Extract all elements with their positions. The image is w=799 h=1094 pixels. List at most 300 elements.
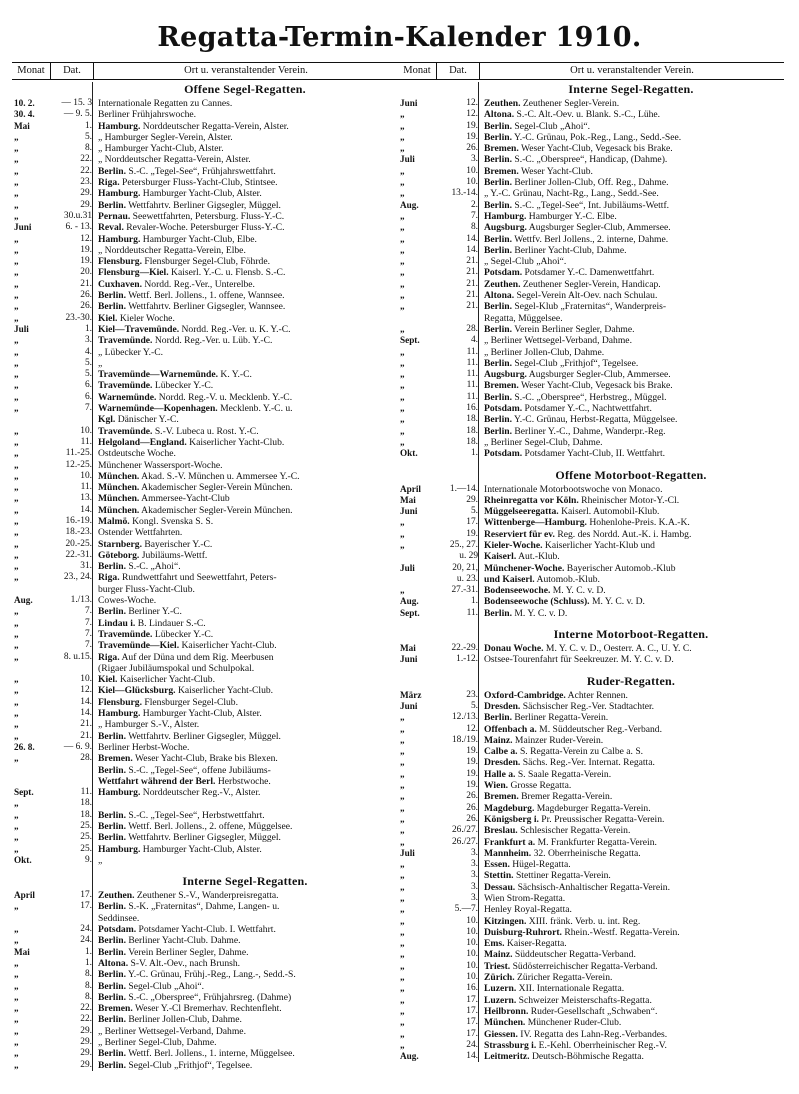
event-cell: Berlin. Wettf. Berl. Jollens., 1. offene, Wannsee. bbox=[98, 290, 285, 302]
event-cell: Berlin. Segel-Klub „Fraternitas“, Wanderpreis- bbox=[484, 301, 667, 313]
list-item bbox=[398, 540, 784, 551]
month-cell bbox=[398, 551, 432, 562]
month-cell: Juni bbox=[400, 506, 418, 517]
month-cell: „ bbox=[400, 414, 405, 425]
list-item bbox=[398, 495, 784, 506]
place-name: Warnemünde—Kopenhagen. bbox=[98, 403, 218, 415]
date-cell: 26. bbox=[80, 290, 92, 301]
place-name: München. bbox=[98, 470, 140, 482]
place-name: Berlin. bbox=[98, 199, 126, 211]
event-cell: Essen. Hügel-Regatta. bbox=[484, 859, 571, 871]
list-item bbox=[398, 143, 784, 154]
place-name: Kiel. bbox=[98, 674, 118, 686]
event-cell: Potsdam. Potsdamer Yacht-Club, II. Wettfahrt. bbox=[484, 448, 666, 460]
date-cell: 29. bbox=[80, 1048, 92, 1059]
list-item bbox=[398, 369, 784, 380]
month-cell: „ bbox=[400, 380, 405, 391]
list-item bbox=[12, 267, 398, 278]
month-cell: „ bbox=[400, 357, 405, 368]
month-cell: „ bbox=[400, 813, 405, 824]
list-item bbox=[398, 803, 784, 814]
header-dat: Dat. bbox=[436, 63, 480, 79]
event-cell: Kiel—Glücksburg. Kaiserlicher Yacht-Club. bbox=[98, 685, 274, 697]
date-cell: 24. bbox=[80, 924, 92, 935]
place-name: Kgl. bbox=[98, 414, 116, 426]
month-cell: „ bbox=[400, 290, 405, 301]
section-title: Interne Segel-Regatten. bbox=[182, 874, 308, 889]
place-name: Mannheim. bbox=[484, 847, 532, 859]
place-name: Berlin. bbox=[484, 233, 512, 245]
list-item bbox=[12, 1026, 398, 1037]
month-cell: „ bbox=[400, 926, 405, 937]
place-name: Rheinregatta vor Köln. bbox=[484, 494, 579, 506]
month-cell: 10. 2. bbox=[14, 98, 35, 108]
event-cell: „ Hamburger Yacht-Club, Alster. bbox=[98, 143, 224, 155]
month-cell: „ bbox=[400, 301, 405, 312]
month-cell: „ bbox=[400, 994, 405, 1005]
place-name: Flensburg. bbox=[98, 256, 142, 268]
event-cell: Bremen. Weser Yacht-Club, Brake bis Blexen. bbox=[98, 753, 278, 765]
date-cell: 29. bbox=[80, 199, 92, 210]
month-cell: „ bbox=[14, 1037, 19, 1048]
list-item bbox=[398, 690, 784, 701]
list-item bbox=[398, 712, 784, 723]
event-cell: Altona. S.-C. Alt.-Oev. u. Blank. S.-C., Lühe. bbox=[484, 109, 661, 121]
month-cell: „ bbox=[400, 391, 405, 402]
date-cell: 18. bbox=[80, 809, 92, 820]
event-cell: Berlin. Berliner Regatta-Verein. bbox=[484, 712, 609, 724]
event-cell: Berlin. Segel-Club „Frithjof“, Tegelsee. bbox=[98, 1059, 253, 1071]
date-cell: 26. bbox=[466, 802, 478, 813]
event-cell: „ Y.-C. Grünau, Nacht-Rg., Lang., Sedd.-See. bbox=[484, 188, 659, 200]
event-cell: Zeuthen. Zeuthener S.-V., Wanderpreisregatta. bbox=[98, 890, 279, 902]
event-cell: Müggelseeregatta. Kaiserl. Automobil-Klub. bbox=[484, 506, 660, 518]
event-cell: München. Akademischer Segler-Verein München. bbox=[98, 482, 293, 494]
list-item bbox=[12, 992, 398, 1003]
place-name: Leitmeritz. bbox=[484, 1051, 530, 1063]
date-cell: 21. bbox=[80, 719, 92, 730]
date-cell: 19. bbox=[466, 120, 478, 131]
month-cell: „ bbox=[14, 651, 19, 662]
event-cell: Mainz. Mainzer Ruder-Verein. bbox=[484, 734, 604, 746]
month-cell: „ bbox=[400, 120, 405, 131]
list-item bbox=[12, 924, 398, 935]
event-cell: München. Akad. S.-V. München u. Ammersee Y.-C. bbox=[98, 470, 300, 482]
event-cell: Wien. Grosse Regatta. bbox=[484, 780, 572, 792]
month-cell: „ bbox=[14, 753, 19, 764]
event-cell: Flensburg—Kiel. Kaiserl. Y.-C. u. Flensb. S.-C. bbox=[98, 267, 286, 279]
list-item bbox=[398, 870, 784, 881]
place-name: Berlin. bbox=[98, 730, 126, 742]
place-name: Berlin. bbox=[98, 1059, 126, 1071]
date-cell: 26. bbox=[80, 301, 92, 312]
list-item bbox=[398, 437, 784, 448]
date-cell: 25. bbox=[80, 843, 92, 854]
month-cell: „ bbox=[400, 960, 405, 971]
list-item bbox=[398, 256, 784, 267]
list-item bbox=[398, 313, 784, 324]
month-cell: „ bbox=[14, 1025, 19, 1036]
event-cell: Berlin. Berliner Yacht-Club, Dahme. bbox=[484, 244, 627, 256]
column-body bbox=[398, 82, 784, 1062]
month-cell: „ bbox=[400, 825, 405, 836]
list-item bbox=[12, 200, 398, 211]
date-cell: 1. bbox=[470, 596, 478, 607]
event-cell: Helgoland—England. Kaiserlicher Yacht-Club. bbox=[98, 436, 285, 448]
date-cell: 22. bbox=[80, 1003, 92, 1014]
date-cell: 24. bbox=[80, 935, 92, 946]
place-name: Berlin. bbox=[98, 290, 126, 302]
date-cell: 23., 24. bbox=[63, 572, 92, 583]
date-cell: 6. bbox=[84, 391, 92, 402]
place-name: Hamburg. bbox=[98, 233, 141, 245]
list-item bbox=[12, 234, 398, 245]
date-cell: 1. bbox=[84, 120, 92, 131]
list-item bbox=[398, 347, 784, 358]
event-cell: Internationale Regatten zu Cannes. bbox=[98, 98, 233, 109]
month-cell: „ bbox=[14, 980, 19, 991]
month-cell: „ bbox=[14, 674, 19, 685]
place-name: München. bbox=[98, 504, 140, 516]
event-cell: Hamburg. Hamburger Yacht-Club, Alster. bbox=[98, 708, 262, 720]
month-cell: „ bbox=[14, 131, 19, 142]
list-item bbox=[12, 369, 398, 380]
month-cell: Juni bbox=[14, 222, 32, 233]
place-name: Berlin. bbox=[98, 606, 126, 618]
month-cell: „ bbox=[400, 436, 405, 447]
date-cell: 11. bbox=[466, 346, 478, 357]
date-cell: 11. bbox=[466, 357, 478, 368]
event-cell: Bodenseewoche (Schluss). M. Y. C. v. D. bbox=[484, 596, 645, 608]
date-cell: 20. bbox=[80, 267, 92, 278]
date-cell: 3. bbox=[84, 335, 92, 346]
list-item bbox=[398, 746, 784, 757]
month-cell: Aug. bbox=[400, 1051, 419, 1062]
place-name: Hamburg. bbox=[98, 120, 141, 132]
date-cell: 21. bbox=[466, 301, 478, 312]
place-name: Müggelseeregatta. bbox=[484, 506, 559, 518]
month-cell: „ bbox=[400, 757, 405, 768]
list-item bbox=[12, 403, 398, 414]
list-item bbox=[12, 663, 398, 674]
month-cell: „ bbox=[400, 346, 405, 357]
date-cell: 12./13. bbox=[451, 712, 478, 723]
place-name: Berlin. bbox=[98, 935, 126, 947]
list-item bbox=[12, 890, 398, 901]
header-dat: Dat. bbox=[50, 63, 94, 79]
month-cell: „ bbox=[400, 425, 405, 436]
month-cell: „ bbox=[14, 719, 19, 730]
place-name: Heilbronn. bbox=[484, 1005, 529, 1017]
list-item bbox=[12, 527, 398, 538]
date-cell: 31. bbox=[80, 561, 92, 572]
event-cell: Ostender Wettfahrten. bbox=[98, 527, 183, 539]
month-cell: „ bbox=[14, 527, 19, 538]
place-name: Magdeburg. bbox=[484, 802, 535, 814]
list-item bbox=[398, 724, 784, 735]
event-cell: Dessau. Sächsisch-Anhaltischer Regatta-Verein. bbox=[484, 881, 670, 893]
list-item bbox=[398, 995, 784, 1006]
list-item bbox=[12, 674, 398, 685]
list-item bbox=[12, 640, 398, 651]
place-name: Berlin. bbox=[484, 177, 512, 189]
month-cell: „ bbox=[14, 640, 19, 651]
event-cell: Hamburg. Hamburger Yacht-Club, Elbe. bbox=[98, 233, 257, 245]
date-cell: 29. bbox=[80, 1025, 92, 1036]
event-cell: Warnemünde. Nordd. Reg.-V. u. Mecklenb. Y.-C. bbox=[98, 391, 293, 403]
date-cell: 21. bbox=[466, 267, 478, 278]
event-cell: Halle a. S. Saale Regatta-Verein. bbox=[484, 768, 612, 780]
place-name: Frankfurt a. bbox=[484, 836, 536, 848]
event-cell bbox=[96, 798, 398, 809]
event-cell: Riga. Rundwettfahrt und Seewettfahrt, Peters- bbox=[98, 572, 277, 584]
month-cell: „ bbox=[14, 380, 19, 391]
place-name: Riga. bbox=[98, 572, 120, 584]
place-name: Flensburg. bbox=[98, 696, 142, 708]
list-item bbox=[398, 188, 784, 199]
list-item bbox=[12, 913, 398, 924]
list-item bbox=[398, 938, 784, 949]
event-cell: Hamburg. Norddeutscher Regatta-Verein, Alster. bbox=[98, 120, 289, 132]
month-cell: Sept. bbox=[400, 335, 420, 346]
month-cell: „ bbox=[14, 708, 19, 719]
event-cell: Berliner Herbst-Woche. bbox=[98, 741, 190, 753]
place-name: Berlin. bbox=[98, 301, 126, 313]
date-cell: 28. bbox=[466, 323, 478, 334]
month-cell: „ bbox=[14, 832, 19, 843]
place-name: Berlin. bbox=[98, 946, 126, 958]
month-cell: „ bbox=[14, 177, 19, 188]
date-cell: 16. bbox=[466, 403, 478, 414]
place-name: Lindau i. bbox=[98, 617, 136, 629]
place-name: München. bbox=[98, 482, 140, 494]
month-cell: „ bbox=[400, 972, 405, 983]
place-name: Zeuthen. bbox=[484, 98, 521, 109]
list-item bbox=[398, 1006, 784, 1017]
date-cell: 6. bbox=[84, 380, 92, 391]
date-cell: 5. bbox=[84, 131, 92, 142]
list-item bbox=[398, 848, 784, 859]
place-name: und Kaiserl. bbox=[484, 573, 535, 585]
event-cell: Potsdam. Potsdamer Y.-C. Damenwettfahrt. bbox=[484, 267, 655, 279]
date-cell: 10. bbox=[466, 915, 478, 926]
date-cell: 11. bbox=[80, 482, 92, 493]
event-cell: Berlin. S.-C. „Tegel-See“, Herbstwettfahrt. bbox=[98, 809, 265, 821]
event-cell: Giessen. IV. Regatta des Lahn-Reg.-Verbandes. bbox=[484, 1028, 668, 1040]
place-name: Duisburg-Ruhrort. bbox=[484, 926, 562, 938]
place-name: Warnemünde. bbox=[98, 391, 157, 403]
place-name: Kaiserl. bbox=[484, 551, 517, 563]
list-item bbox=[398, 301, 784, 312]
event-cell: Berlin. S.-C. „Oberspree“, Handicap, (Dahme). bbox=[484, 154, 668, 166]
month-cell: „ bbox=[400, 256, 405, 267]
date-cell: 25. bbox=[80, 832, 92, 843]
list-item bbox=[398, 608, 784, 619]
place-name: Berlin. bbox=[484, 120, 512, 132]
date-cell: 29. bbox=[466, 494, 478, 505]
event-cell: „ Lübecker Y.-C. bbox=[98, 346, 164, 358]
event-cell: Hamburg. Hamburger Yacht-Club, Alster. bbox=[98, 188, 262, 200]
list-item bbox=[398, 983, 784, 994]
event-cell: Berlin. Verein Berliner Segler, Dahme. bbox=[98, 946, 249, 958]
event-cell: Berlin. Wettf. Berl. Jollens., 1. interne, Müggelsee. bbox=[98, 1048, 295, 1060]
place-name: Dessau. bbox=[484, 881, 516, 893]
list-item bbox=[12, 832, 398, 843]
place-name: Wittenberge—Hamburg. bbox=[484, 517, 587, 529]
month-cell: „ bbox=[14, 685, 19, 696]
month-cell: „ bbox=[14, 357, 19, 368]
month-cell: „ bbox=[14, 901, 19, 912]
event-cell: Ostdeutsche Woche. bbox=[98, 448, 176, 460]
date-cell: 17. bbox=[466, 517, 478, 528]
event-cell: Wettfahrt während der Berl. Herbstwoche. bbox=[98, 775, 271, 787]
list-item bbox=[12, 166, 398, 177]
date-cell: 11. bbox=[466, 391, 478, 402]
month-cell: „ bbox=[14, 1059, 19, 1070]
event-cell: Strassburg i. E.-Kehl. Oberrheinischer Reg.-V. bbox=[484, 1039, 667, 1051]
place-name: Potsdam. bbox=[484, 267, 523, 279]
date-cell: 11. bbox=[466, 380, 478, 391]
list-item bbox=[12, 109, 398, 120]
place-name: Berlin. bbox=[484, 712, 512, 724]
date-cell: 24. bbox=[466, 1039, 478, 1050]
list-item bbox=[12, 98, 398, 109]
place-name: Zeuthen. bbox=[484, 278, 521, 290]
month-cell bbox=[12, 414, 46, 425]
list-item bbox=[12, 606, 398, 617]
month-cell: „ bbox=[14, 696, 19, 707]
date-cell bbox=[46, 584, 96, 595]
event-cell: Münchener Wassersport-Woche. bbox=[98, 459, 223, 471]
event-cell: (Rigaer Jubiläumspokal und Schulpokal. bbox=[98, 662, 255, 674]
month-cell: „ bbox=[14, 436, 19, 447]
month-cell: „ bbox=[400, 210, 405, 221]
month-cell: „ bbox=[14, 493, 19, 504]
month-cell: „ bbox=[400, 881, 405, 892]
date-cell: 14. bbox=[466, 1051, 478, 1062]
event-cell: und Kaiserl. Automob.-Klub. bbox=[484, 573, 600, 585]
place-name: Königsberg i. bbox=[484, 813, 539, 825]
event-cell: Königsberg i. Pr. Preussischer Regatta-Verein. bbox=[484, 813, 665, 825]
month-cell: „ bbox=[14, 278, 19, 289]
date-cell: 8. bbox=[84, 143, 92, 154]
event-cell: Calbe a. S. Regatta-Verein zu Calbe a. S. bbox=[484, 746, 644, 758]
place-name: Wien. bbox=[484, 780, 509, 792]
month-cell: „ bbox=[14, 165, 19, 176]
list-item bbox=[12, 426, 398, 437]
event-cell: Kiel. Kieler Woche. bbox=[98, 312, 175, 324]
list-item bbox=[12, 1037, 398, 1048]
place-name: Travemünde. bbox=[98, 628, 153, 640]
list-item bbox=[398, 109, 784, 120]
date-cell: 19. bbox=[80, 244, 92, 255]
event-cell: Berlin. M. Y. C. v. D. bbox=[484, 607, 568, 619]
month-cell: „ bbox=[400, 949, 405, 960]
date-cell: 12. bbox=[466, 723, 478, 734]
list-item bbox=[398, 585, 784, 596]
date-cell: 19. bbox=[466, 780, 478, 791]
place-name: Berlin. bbox=[484, 425, 512, 437]
month-cell: „ bbox=[14, 798, 19, 809]
list-item bbox=[12, 935, 398, 946]
event-cell: Mainz. Süddeutscher Regatta-Verband. bbox=[484, 949, 636, 961]
date-cell: 10. bbox=[466, 177, 478, 188]
event-cell: Heilbronn. Ruder-Gesellschaft „Schwaben“. bbox=[484, 1005, 658, 1017]
month-cell: „ bbox=[14, 821, 19, 831]
place-name: Berlin. bbox=[484, 244, 512, 256]
list-item bbox=[12, 222, 398, 233]
event-cell: Altona. Segel-Verein Alt-Oev. nach Schulau. bbox=[484, 290, 658, 302]
event-cell: Stettin. Stettiner Regatta-Verein. bbox=[484, 870, 611, 882]
place-name: Augsburg. bbox=[484, 369, 527, 381]
place-name: Berlin. bbox=[484, 154, 512, 166]
date-cell bbox=[46, 913, 96, 924]
event-cell: Reserviert für ev. Reg. des Nordd. Aut.-K. i. Hambg. bbox=[484, 528, 692, 540]
event-cell: Bodenseewoche. M. Y. C. v. D. bbox=[484, 585, 606, 597]
place-name: Berlin. bbox=[484, 131, 512, 143]
event-cell: „ Berliner Jollen-Club, Dahme. bbox=[484, 346, 605, 358]
month-cell: April bbox=[14, 890, 35, 901]
place-name: Augsburg. bbox=[484, 222, 527, 234]
place-name: Bremen. bbox=[98, 1003, 133, 1015]
list-item bbox=[12, 776, 398, 787]
list-item bbox=[12, 765, 398, 776]
list-item bbox=[398, 234, 784, 245]
date-cell: 19. bbox=[466, 746, 478, 757]
place-name: Strassburg i. bbox=[484, 1039, 537, 1051]
event-cell: burger Fluss-Yacht-Club. bbox=[98, 583, 195, 595]
event-cell: Zeuthen. Zeuthener Segler-Verein. bbox=[484, 98, 620, 109]
place-name: Dresden. bbox=[484, 757, 521, 769]
place-name: Berlin. bbox=[98, 980, 126, 992]
list-item bbox=[398, 177, 784, 188]
date-cell: 5. bbox=[84, 369, 92, 380]
list-item bbox=[398, 904, 784, 915]
date-cell: 9. bbox=[84, 854, 92, 865]
date-cell: 4. bbox=[470, 335, 478, 346]
month-cell: 26. 8. bbox=[14, 741, 35, 752]
event-cell: Bremen. Weser Y.-Cl Bremerhav. Rechtenfleht. bbox=[98, 1003, 282, 1015]
place-name: Bodenseewoche (Schluss). bbox=[484, 596, 590, 608]
place-name: Malmö. bbox=[98, 515, 130, 527]
date-cell: 18.-23. bbox=[65, 527, 92, 538]
list-item bbox=[12, 584, 398, 595]
event-cell: Malmö. Kongl. Svenska S. S. bbox=[98, 515, 214, 527]
date-cell: 22.-31. bbox=[65, 549, 92, 560]
month-cell: „ bbox=[400, 712, 405, 723]
list-item bbox=[398, 279, 784, 290]
list-item bbox=[398, 574, 784, 585]
date-cell: 22. bbox=[80, 165, 92, 176]
list-item bbox=[12, 505, 398, 516]
event-cell: „ Berliner Wettsegel-Verband, Dahme. bbox=[98, 1025, 246, 1037]
date-cell: 17. bbox=[80, 901, 92, 912]
place-name: Travemünde. bbox=[98, 380, 153, 392]
place-name: Cuxhaven. bbox=[98, 278, 142, 290]
list-item bbox=[12, 539, 398, 550]
list-item bbox=[12, 1048, 398, 1059]
event-cell: Berlin. Y.-C. Grünau, Herbst-Regatta, Müggelsee. bbox=[484, 414, 678, 426]
date-cell: 10. bbox=[80, 425, 92, 436]
date-cell: 26./27. bbox=[451, 836, 478, 847]
list-item bbox=[12, 143, 398, 154]
place-name: Potsdam. bbox=[98, 924, 137, 936]
event-cell: Berlin. Wettf. Berl. Jollens., 2. offene, Müggelsee. bbox=[98, 821, 293, 832]
month-cell bbox=[12, 663, 46, 674]
list-item bbox=[12, 324, 398, 335]
event-cell: Hamburg. Hamburger Yacht-Club, Alster. bbox=[98, 843, 262, 855]
date-cell: 23.-30. bbox=[65, 312, 92, 323]
